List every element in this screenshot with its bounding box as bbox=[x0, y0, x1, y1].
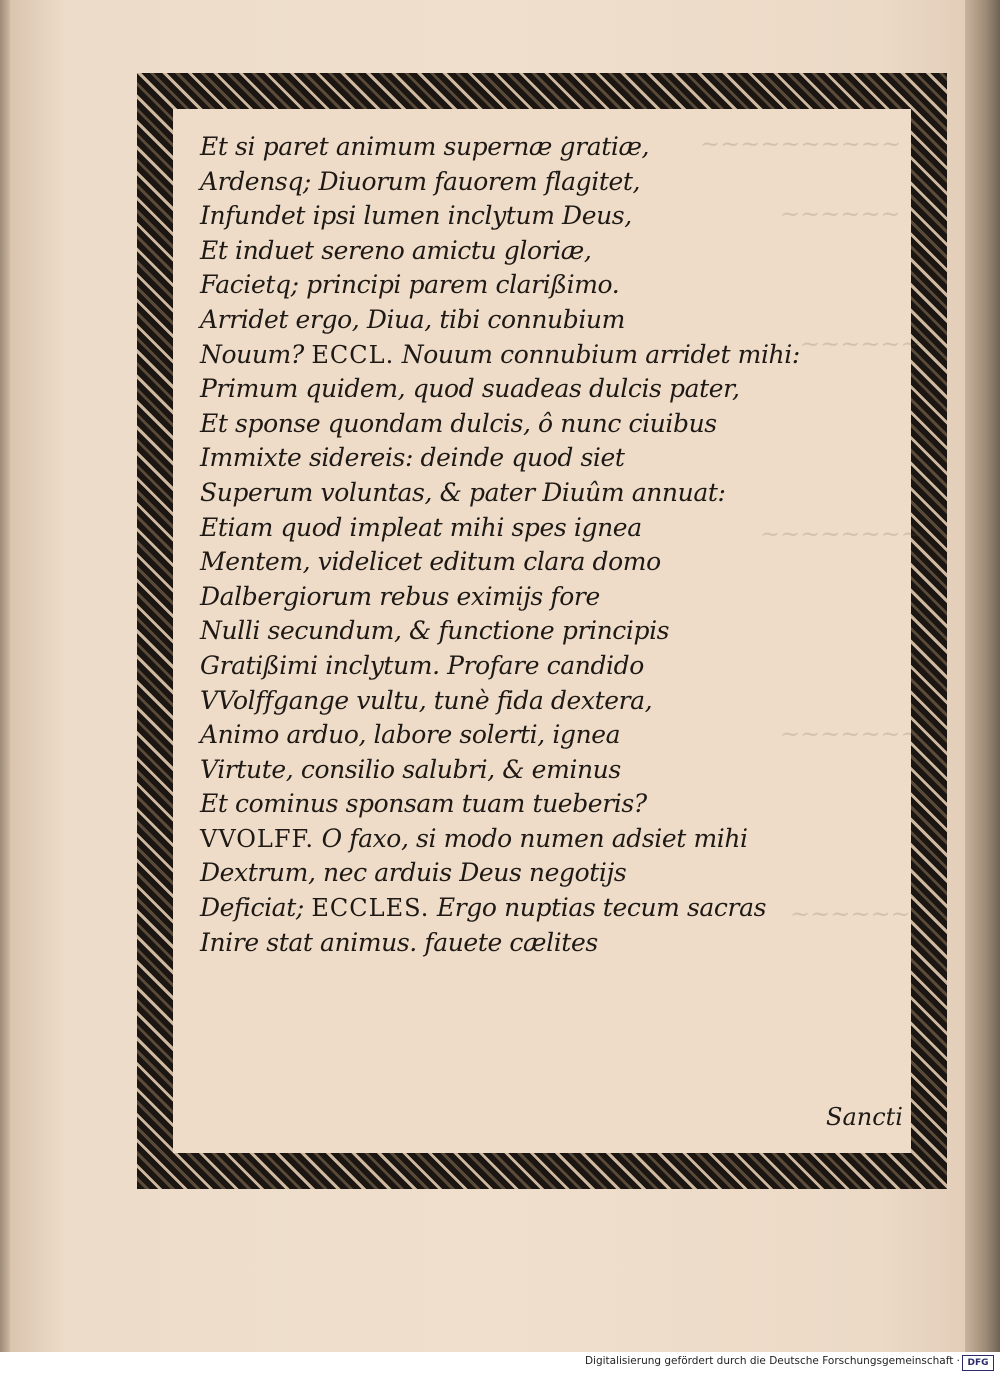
verse-text: Inire stat animus. fauete cælites bbox=[200, 927, 598, 957]
verse-text: Etiam quod impleat mihi spes ignea bbox=[200, 512, 642, 542]
verse-line bbox=[200, 822, 820, 857]
verse-text: O faxo, si modo numen adsiet mihi bbox=[314, 823, 748, 853]
verse-block bbox=[200, 130, 820, 960]
verse-text: Et si paret animum supernæ gratiæ, bbox=[200, 132, 650, 161]
verse-line bbox=[200, 130, 820, 165]
speaker-label: VVOLFF. bbox=[200, 824, 315, 853]
verse-text: Mentem, videlicet editum clara domo bbox=[200, 547, 661, 577]
verse-text: Dextrum, nec arduis Deus negotijs bbox=[200, 858, 627, 888]
verse-line bbox=[200, 476, 820, 511]
verse-line bbox=[200, 303, 820, 338]
verse-text: Nouum? bbox=[200, 339, 312, 369]
verse-line bbox=[200, 718, 820, 753]
page-gutter-shadow bbox=[965, 0, 1000, 1352]
verse-line bbox=[200, 753, 820, 788]
footer-bar bbox=[0, 1352, 1000, 1373]
verse-text: Nouum connubium arridet mihi: bbox=[394, 339, 800, 369]
verse-text: Virtute, consilio salubri, & eminus bbox=[200, 754, 621, 784]
verse-text: Superum voluntas, & pater Diuûm annuat: bbox=[200, 477, 726, 507]
verse-line bbox=[200, 407, 820, 442]
verse-text: VVolffgange vultu, tunè fida dextera, bbox=[200, 685, 653, 715]
dfg-logo-icon: DFG bbox=[962, 1355, 994, 1371]
verse-line bbox=[200, 441, 820, 476]
verse-line bbox=[200, 545, 820, 580]
verse-text: Ergo nuptias tecum sacras bbox=[429, 893, 767, 923]
verse-text: Immixte sidereis: deinde quod siet bbox=[200, 443, 625, 473]
verse-line bbox=[200, 199, 820, 234]
verse-text: Et induet sereno amictu gloriæ, bbox=[200, 235, 592, 265]
verse-text: Dalbergiorum rebus eximijs fore bbox=[200, 581, 600, 611]
verse-line bbox=[200, 856, 820, 891]
verse-line bbox=[200, 649, 820, 684]
verse-line bbox=[200, 372, 820, 407]
verse-line bbox=[200, 338, 820, 373]
verse-text: Animo arduo, labore solerti, ignea bbox=[200, 720, 621, 750]
digitization-credit: Digitalisierung gefördert durch die Deutsche Forschungsgemeinschaft · bbox=[584, 1355, 960, 1367]
catchword: Sancti bbox=[826, 1103, 903, 1131]
verse-text: Primum quidem, quod suadeas dulcis pater, bbox=[200, 374, 740, 404]
verse-line bbox=[200, 926, 820, 961]
verse-line bbox=[200, 234, 820, 269]
speaker-label: ECCLES. bbox=[311, 894, 430, 923]
verse-line bbox=[200, 165, 820, 200]
verse-text: Nulli secundum, & functione principis bbox=[200, 616, 670, 646]
speaker-label: ECCL. bbox=[311, 340, 395, 369]
verse-line bbox=[200, 787, 820, 822]
page-left-edge bbox=[0, 0, 10, 1352]
verse-text: Infundet ipsi lumen inclytum Deus, bbox=[200, 201, 632, 231]
verse-line bbox=[200, 580, 820, 615]
verse-text: Deficiat; bbox=[200, 893, 312, 923]
verse-text: Gratißimi inclytum. Profare candido bbox=[200, 650, 644, 680]
verse-text: Facietq; principi parem clarißimo. bbox=[200, 270, 620, 300]
verse-text: Et cominus sponsam tuam tueberis? bbox=[200, 789, 647, 819]
verse-text: Et sponse quondam dulcis, ô nunc ciuibus bbox=[200, 408, 717, 438]
verse-line bbox=[200, 891, 820, 926]
verse-line bbox=[200, 268, 820, 303]
verse-text: Arridet ergo, Diua, tibi connubium bbox=[200, 304, 625, 334]
verse-line bbox=[200, 684, 820, 719]
verse-text: Ardensq; Diuorum fauorem flagitet, bbox=[200, 166, 641, 196]
verse-line bbox=[200, 511, 820, 546]
verse-line bbox=[200, 614, 820, 649]
